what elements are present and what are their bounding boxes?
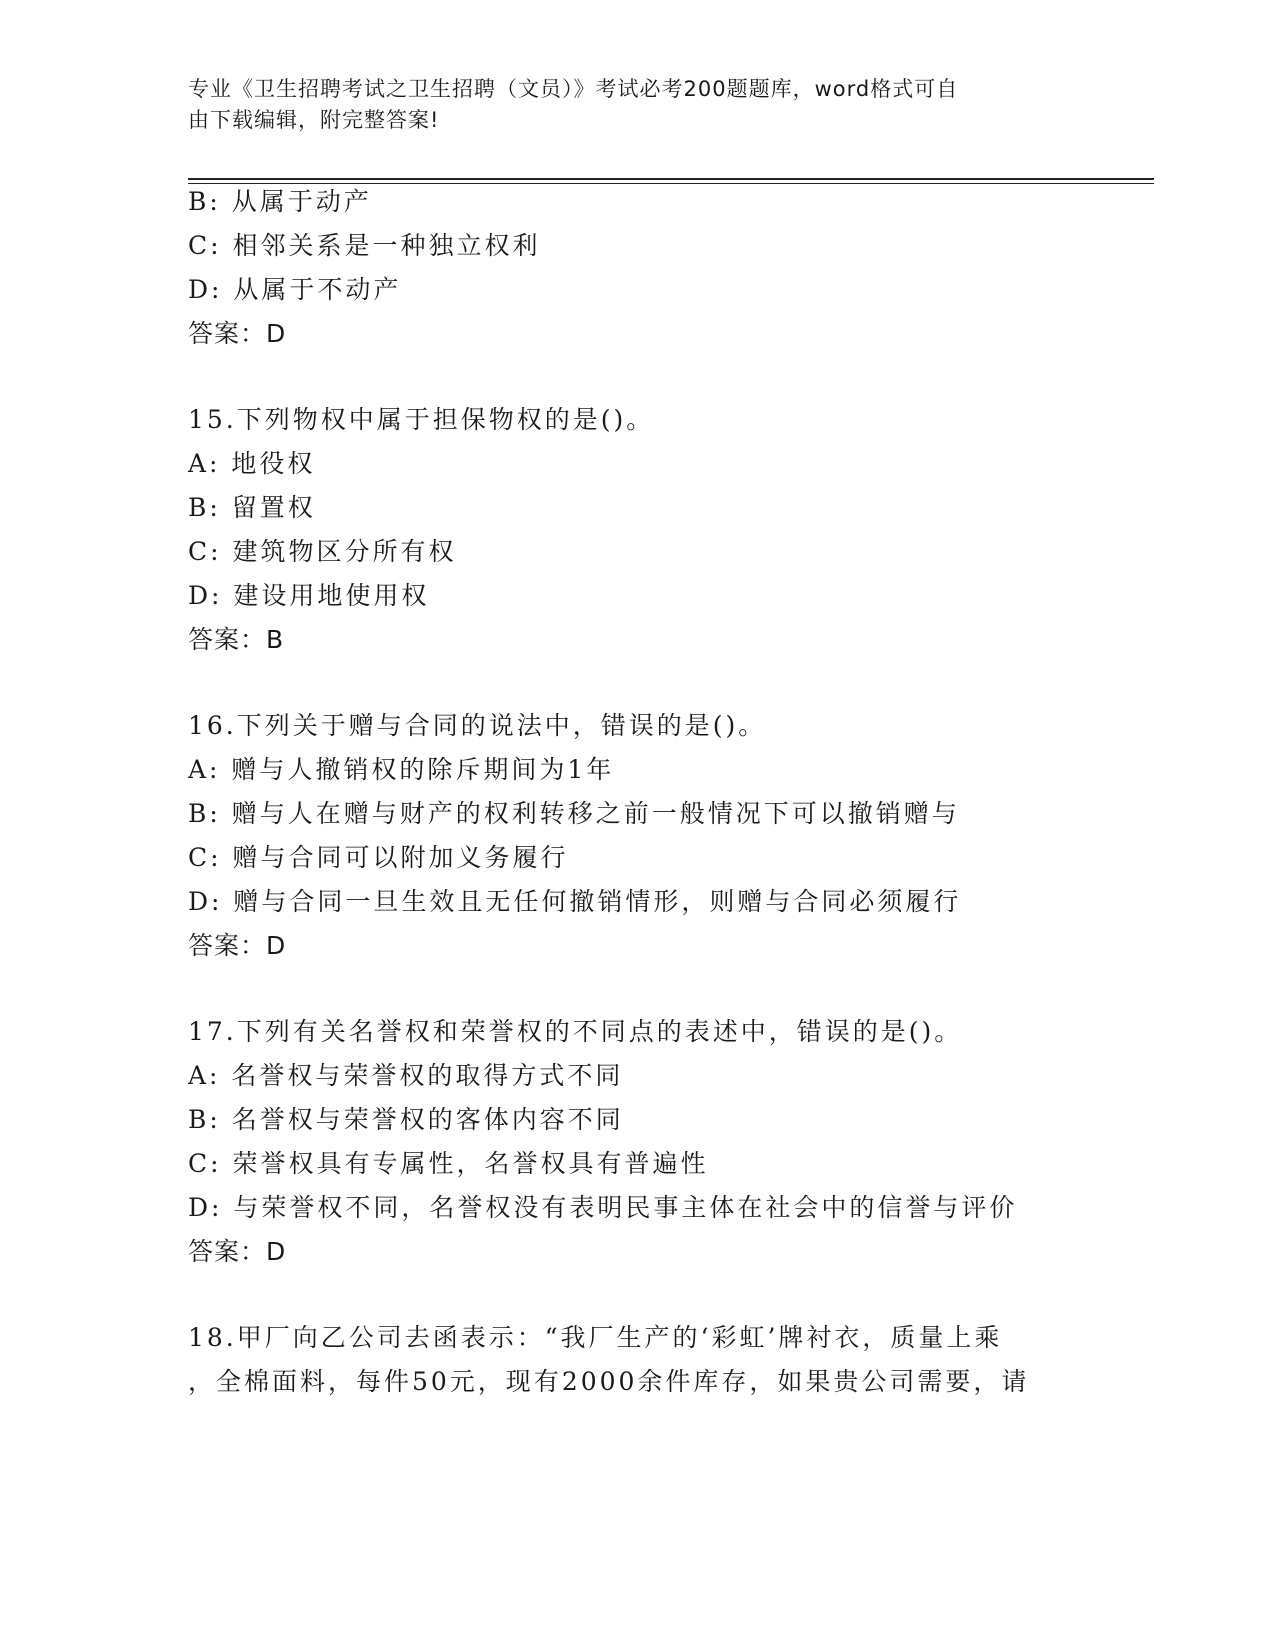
q16-stem: 16.下列关于赠与合同的说法中，错误的是()。 — [188, 711, 767, 740]
document-header — [188, 74, 1068, 136]
header-divider-thick — [188, 178, 1154, 180]
q17-option-a: A: 名誉权与荣誉权的取得方式不同 — [188, 1061, 624, 1090]
q15-answer: 答案：B — [188, 625, 285, 654]
q17-option-d: D: 与荣誉权不同，名誉权没有表明民事主体在社会中的信誉与评价 — [188, 1193, 1018, 1222]
header-divider-thin — [188, 183, 1154, 184]
header-line-2: 由下载编辑，附完整答案! — [188, 108, 440, 132]
q16-answer: 答案：D — [188, 931, 287, 960]
q17-option-c: C: 荣誉权具有专属性，名誉权具有普遍性 — [188, 1149, 709, 1178]
q16-option-c: C: 赠与合同可以附加义务履行 — [188, 843, 569, 872]
q15-option-a: A: 地役权 — [188, 449, 316, 478]
q18-stem-line-1: 18.甲厂向乙公司去函表示：“我厂生产的‘彩虹’牌衬衣，质量上乘 — [188, 1323, 1003, 1352]
q16-option-b: B: 赠与人在赠与财产的权利转移之前一般情况下可以撤销赠与 — [188, 799, 960, 828]
q15-option-b: B: 留置权 — [188, 493, 316, 522]
q18-stem-line-2: ，全棉面料，每件50元，现有2000余件库存，如果贵公司需要，请 — [188, 1367, 1030, 1396]
q15-option-c: C: 建筑物区分所有权 — [188, 537, 457, 566]
q14-option-c: C: 相邻关系是一种独立权利 — [188, 231, 541, 260]
q14-option-d: D: 从属于不动产 — [188, 275, 402, 304]
q15-stem: 15.下列物权中属于担保物权的是()。 — [188, 405, 655, 434]
q16-option-d: D: 赠与合同一旦生效且无任何撤销情形，则赠与合同必须履行 — [188, 887, 962, 916]
q16-option-a: A: 赠与人撤销权的除斥期间为1年 — [188, 755, 615, 784]
q17-option-b: B: 名誉权与荣誉权的客体内容不同 — [188, 1105, 624, 1134]
q14-answer: 答案：D — [188, 319, 287, 348]
q17-stem: 17.下列有关名誉权和荣誉权的不同点的表述中，错误的是()。 — [188, 1017, 963, 1046]
header-line-1: 专业《卫生招聘考试之卫生招聘（文员）》考试必考200题题库，word格式可自 — [188, 77, 959, 101]
q14-option-b: B: 从属于动产 — [188, 187, 372, 216]
q15-option-d: D: 建设用地使用权 — [188, 581, 430, 610]
q17-answer: 答案：D — [188, 1237, 287, 1266]
